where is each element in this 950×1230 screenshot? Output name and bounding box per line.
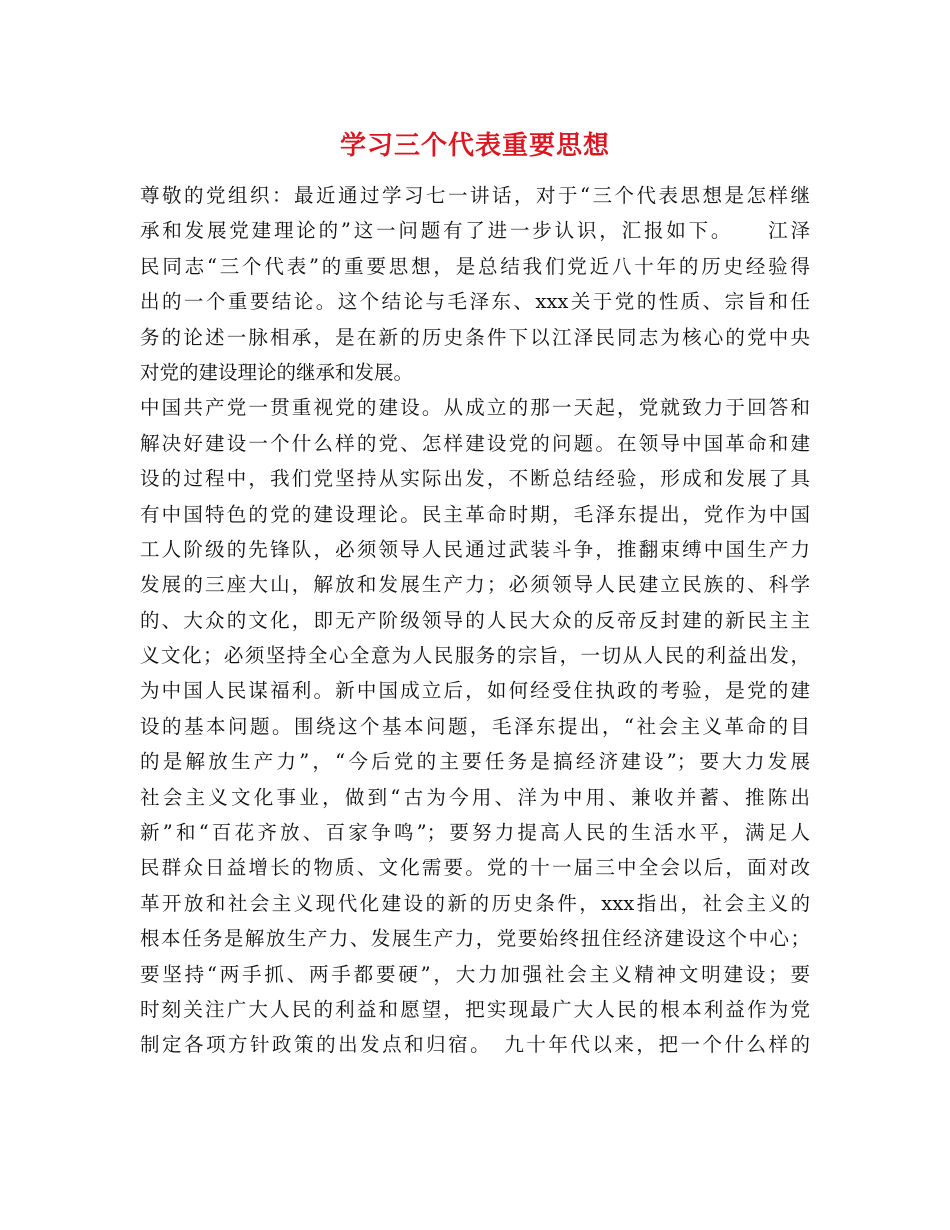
body-line: 设的过程中，我们党坚持从实际出发，不断总结经验，形成和发展了具 xyxy=(140,467,810,491)
document-body xyxy=(140,178,810,1063)
body-line: 根本任务是解放生产力、发展生产力，党要始终扭住经济建设这个中心； xyxy=(140,927,810,951)
body-line: 社会主义文化事业，做到“古为今用、洋为中用、兼收并蓄、推陈出 xyxy=(140,785,810,809)
body-line: 设的基本问题。围绕这个基本问题，毛泽东提出，“社会主义革命的目 xyxy=(140,714,810,738)
body-line: 的、大众的文化，即无产阶级领导的人民大众的反帝反封建的新民主主 xyxy=(140,608,810,632)
body-line: 对党的建设理论的继承和发展。 xyxy=(140,360,414,384)
body-line: 尊敬的党组织：最近通过学习七一讲话，对于“三个代表思想是怎样继 xyxy=(140,184,810,207)
body-line: 为中国人民谋福利。新中国成立后，如何经受住执政的考验，是党的建 xyxy=(140,679,810,703)
body-line: 发展的三座大山，解放和发展生产力；必须领导人民建立民族的、科学 xyxy=(140,573,810,597)
body-line: 有中国特色的党的建设理论。民主革命时期，毛泽东提出，党作为中国 xyxy=(140,502,810,526)
body-line: 工人阶级的先锋队，必须领导人民通过武装斗争，推翻束缚中国生产力 xyxy=(140,537,810,561)
body-line: 新”和“百花齐放、百家争鸣”；要努力提高人民的生活水平，满足人 xyxy=(140,821,810,845)
body-line: 要坚持“两手抓、两手都要硬”，大力加强社会主义精神文明建设；要 xyxy=(140,962,810,986)
body-line: 承和发展党建理论的”这一问题有了进一步认识，汇报如下。 江泽 xyxy=(140,219,810,243)
body-line: 的是解放生产力”，“今后党的主要任务是搞经济建设”；要大力发展 xyxy=(140,750,810,774)
body-line: 义文化；必须坚持全心全意为人民服务的宗旨，一切从人民的利益出发， xyxy=(140,644,810,668)
body-line: 出的一个重要结论。这个结论与毛泽东、xxx关于党的性质、宗旨和任 xyxy=(140,290,810,314)
body-line: 民群众日益增长的物质、文化需要。党的十一届三中全会以后，面对改 xyxy=(140,856,810,880)
body-line: 务的论述一脉相承，是在新的历史条件下以江泽民同志为核心的党中央 xyxy=(140,325,810,349)
body-line: 革开放和社会主义现代化建设的新的历史条件，xxx指出，社会主义的 xyxy=(140,891,810,915)
body-line: 中国共产党一贯重视党的建设。从成立的那一天起，党就致力于回答和 xyxy=(140,396,810,420)
body-line: 制定各项方针政策的出发点和归宿。 九十年代以来，把一个什么样的 xyxy=(140,1033,810,1057)
body-line: 时刻关注广大人民的利益和愿望，把实现最广大人民的根本利益作为党 xyxy=(140,997,810,1021)
body-line: 解决好建设一个什么样的党、怎样建设党的问题。在领导中国革命和建 xyxy=(140,431,810,455)
document-title: 学习三个代表重要思想 xyxy=(339,131,610,161)
body-line: 民同志“三个代表”的重要思想，是总结我们党近八十年的历史经验得 xyxy=(140,254,810,278)
